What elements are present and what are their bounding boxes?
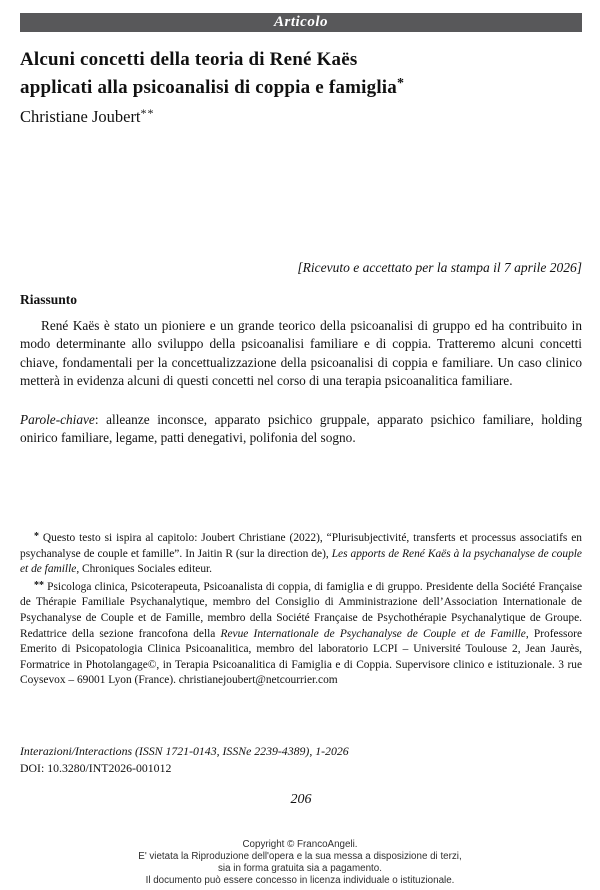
copyright-line-1: Copyright © FrancoAngeli. [242,839,358,850]
title-footnote-marker: * [396,76,405,91]
footnote-author-bio [20,578,582,689]
article-title-line-2: applicati alla psicoanalisi di coppia e famiglia* [20,76,405,98]
author-footnote-marker: ** [140,106,155,120]
copyright-notice [0,839,600,887]
doi-line: DOI: 10.3280/INT2026-001012 [20,760,172,775]
footnote-1-book-title: Les apports de René Kaës à la psychanalyse de couple et de famille [20,547,582,576]
author-name: Christiane Joubert** [20,106,155,126]
page-number: 206 [290,792,312,807]
footnote-2-journal-title: Revue Internationale de Psychanalyse de Couple et de Famille [220,627,526,640]
keywords-label: Parole-chiave [20,412,95,427]
footnotes-block [20,529,582,689]
article-type-banner [20,13,582,32]
footnote-marker-1: * [34,531,39,542]
copyright-line-4: Il documento può essere concesso in licenza individuale o istituzionale. [145,875,455,886]
footnote-2-text: Psicologa clinica, Psicoterapeuta, Psicoanalista di coppia, di famiglia e di gruppo. Presidente della Société Française de Thérapie Familiale Psychanalytique, membro del Consiglio di Amministrazione dell’Association Internationale de Psychanalyse de Couple et de Famille, membro della Société Française de Psychothérapie Psychanalytique de Groupe. Redattrice della sezione francofona della [20,580,582,640]
footnote-2-text-end: , Professore Emerito di Psicopatologia Clinica Psicoanalitica, membro del laboratorio LCPI – Université Toulouse 2, Jean Jaurès, Formatrice in Photolangage©, in Terapia Psicoanalitica di Famiglia e di Coppia. Supervisore clinico e istituzionale. 3 rue Coysevox – 69001 Lyon (France). christianejoubert@netcourrier.com [20,627,582,687]
footnote-source [20,529,582,578]
footnote-1-text: Questo testo si ispira al capitolo: Joubert Christiane (2022), “Plurisubjectivité, transferts et processus associatifs en psychanalyse de couple et famille”. In Jaitin R (sur la direction de), [20,532,582,560]
abstract-text: René Kaës è stato un pioniere e un grande teorico della psicoanalisi di gruppo ed ha contribuito in modo determinante allo sviluppo della psicoanalisi familiare e di coppia. Tratteremo alcuni concetti chiave, fondamentali per la concettualizzazione della psicoanalisi di coppia e familiare. Un caso clinico metterà in evidenza alcuni di questi concetti nel corso di una terapia psicoanalitica familiare. [20,318,582,389]
article-head [20,48,582,128]
journal-issn-line: Interazioni/Interactions (ISSN 1721-0143, ISSNe 2239-4389), 1-2026 [20,744,349,758]
keywords-list: : alleanze inconsce, apparato psichico gruppale, apparato psichico familiare, holding onirico familiare, legame, patti denegativi, polifonia del sogno. [20,412,582,446]
footnote-marker-2: ** [34,579,44,591]
journal-identification [20,743,582,776]
article-title-line-1: Alcuni concetti della teoria di René Kaës [20,49,358,70]
keywords-paragraph [20,411,582,448]
footnote-1-text-end: , Chroniques Sociales editeur. [76,563,213,576]
copyright-line-2: E' vietata la Riproduzione dell'opera e la sua messa a disposizione di terzi, [138,851,462,862]
received-accepted-note: [Ricevuto e accettato per la stampa il 7 aprile 2026] [297,260,582,275]
copyright-line-3: sia in forma gratuita sia a pagamento. [218,863,382,874]
article-type-label: Articolo [273,14,328,30]
abstract-heading: Riassunto [20,292,78,307]
